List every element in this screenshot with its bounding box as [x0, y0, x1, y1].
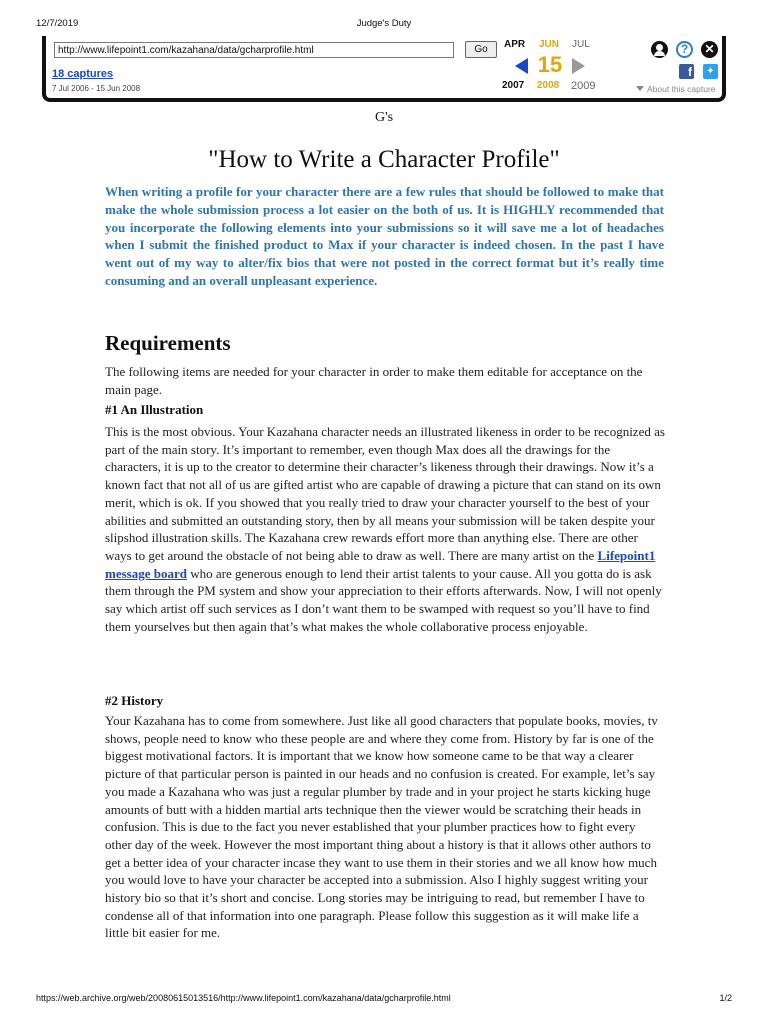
- facebook-icon[interactable]: f: [679, 64, 694, 79]
- page-title: "How to Write a Character Profile": [208, 146, 560, 173]
- print-title: Judge's Duty: [356, 18, 412, 29]
- capture-day: 15: [537, 52, 563, 77]
- year-current: 2008: [537, 80, 560, 91]
- print-header: [36, 18, 732, 30]
- user-icon[interactable]: [651, 41, 668, 58]
- month-next: JUL: [572, 39, 590, 50]
- wayback-toolbar: [42, 36, 726, 102]
- section-illustration-heading: #1 An Illustration: [105, 402, 204, 417]
- section-illustration-text: [105, 423, 665, 635]
- site-name: G's: [374, 110, 394, 125]
- go-button[interactable]: Go: [465, 41, 497, 58]
- about-capture-link[interactable]: [636, 84, 716, 94]
- print-page-number: 1/2: [719, 993, 732, 1003]
- illustration-text-part2: who are generous enough to lend their artist talents to your cause. All you gotta do is ask them through the PM system and show your appreciation to their efforts afterwards. Now, I will not openly say which artist off such services as I don’t want them to be swamped with request so you’ll have to find them yourselves but then again that’s what makes the whole collaborative process enjoyable.: [105, 565, 662, 634]
- year-next: 2009: [571, 80, 596, 92]
- section-history-heading: #2 History: [105, 693, 164, 708]
- message-board-link[interactable]: Lifepoint1 message board: [105, 547, 656, 581]
- captures-link[interactable]: 18 captures: [52, 68, 114, 80]
- chevron-down-icon: [636, 86, 644, 91]
- print-footer-url: https://web.archive.org/web/20080615013516/http://www.lifepoint1.com/kazahana/data/gcharprofile.html: [36, 993, 451, 1003]
- print-footer: [36, 993, 732, 1005]
- requirements-heading: Requirements: [105, 331, 231, 355]
- print-date: 12/7/2019: [36, 18, 79, 29]
- month-current: JUN: [539, 39, 560, 50]
- prev-capture-arrow-icon[interactable]: [515, 58, 528, 74]
- twitter-icon[interactable]: ✦: [703, 64, 718, 79]
- year-prev[interactable]: 2007: [502, 80, 525, 91]
- requirements-intro: The following items are needed for your character in order to make them editable for acceptance on the main page.: [105, 364, 643, 397]
- help-icon[interactable]: ?: [676, 41, 693, 58]
- about-capture-label: About this capture: [647, 84, 716, 94]
- close-icon[interactable]: ✕: [701, 41, 718, 58]
- illustration-text-part1: This is the most obvious. Your Kazahana character needs an illustrated likeness in order to be recognized as part of the main story. It’s important to remember, even though Max does all the drawings for the characters, it is up to the creator to determine their character’s likeness through their drawings. Now it’s a known fact that not all of us are gifted artist who are capable of drawing a picture that can stand on its own merit, which is ok. If you showed that you really tried to draw your character yourself to the best of your abilities and submitted an outstanding story, then by all means your submission will be taken despite your slipshod illustration skills. The Kazahana crew rewards effort more than anything else. There are other ways to get around the obstacle of not being able to draw as well. There are many artist on the: [105, 424, 665, 563]
- month-prev[interactable]: APR: [504, 39, 526, 50]
- capture-date-range: 7 Jul 2006 - 15 Jun 2008: [52, 84, 141, 93]
- intro-paragraph: When writing a profile for your character there are a few rules that should be followed to make that make the whole submission process a lot easier on the both of us. It is HIGHLY recommended that you incorporate the following elements into your submissions so it will save me a lot of headaches when I submit the finished product to Max if your character is indeed chosen. In the past I have went out of my way to alter/fix bios that were not posted in the correct format but it’s really time consuming and an overall unpleasant experience.: [105, 184, 664, 288]
- url-input[interactable]: [54, 42, 454, 58]
- section-history-text: Your Kazahana has to come from somewhere. Just like all good characters that populate books, movies, tv shows, people need to know who these people are and where they come from. History by far is one of the biggest motivational factors. It is important that we know how someone came to be that way a clearer picture of that particular person is painted in our heads and no confusion is created. For example, let’s say you made a Kazahana who was just a regular plumber by trade and in your project he starts kicking huge amounts of butt with a hidden martial arts technique then the viewer would be scratching their heads in confusion. This is due to the fact you never established that your plumber practices how to fight every other day of the week. However the most important thing about a history is that it allows other authors to get a better idea of your character incase they want to use them in their stories and we all know how much you would love to have your character be accepted into a submission. Also I highly suggest writing your history bio so that it’s short and concise. Long stories may be intriguing to read, but remember I have to condense all of that information into one paragraph. Please follow this suggestion as it will make life a little bit easier for me.: [105, 713, 658, 941]
- next-capture-arrow-icon[interactable]: [572, 58, 585, 74]
